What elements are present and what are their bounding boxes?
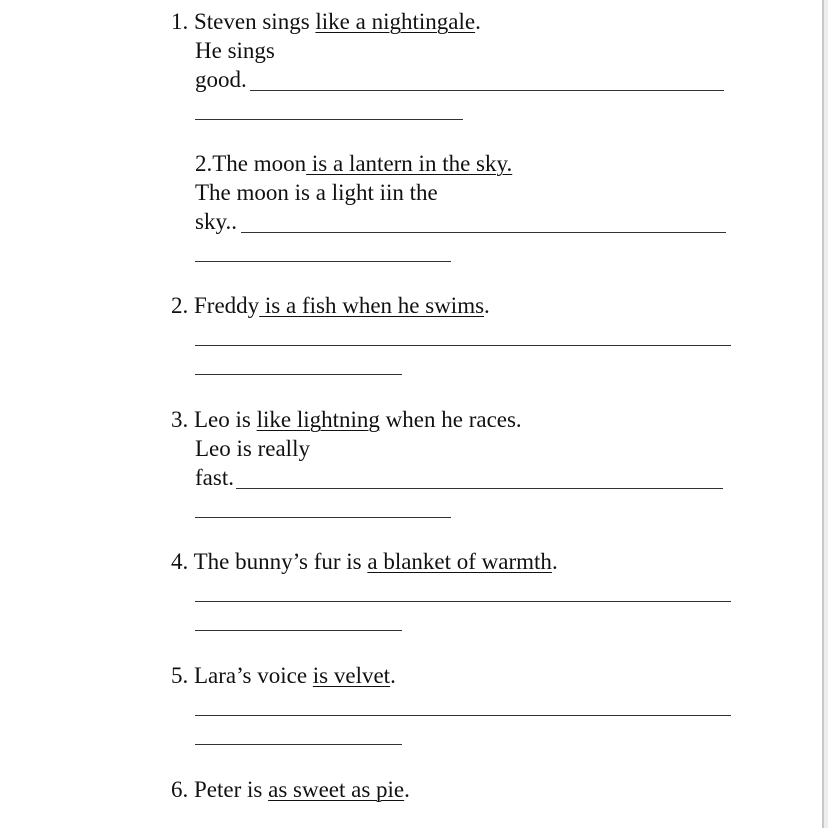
answer-line[interactable] [250,90,724,91]
answer-text-1a[interactable]: He sings [195,38,275,63]
sentence-end: when he races. [379,407,522,432]
answer-text-1b[interactable]: good. [195,67,247,92]
sentence-end: . [475,9,481,34]
answer-line[interactable] [236,488,723,489]
sentence-text: Steven sings [194,9,316,34]
answer-text-2b[interactable]: sky.. [195,209,237,234]
figurative-phrase: like lightning [256,407,380,432]
item-number: 1. [171,9,194,34]
item-number: 2. [195,151,213,176]
figurative-phrase: is velvet [312,663,391,688]
figurative-phrase: like a nightingale [315,9,476,34]
item-number: 4. [171,549,194,574]
figurative-phrase: a blanket of warmth [367,549,552,574]
sentence-text: Lara’s voice [194,663,313,688]
sentence-text: Freddy [194,293,260,318]
answer-line[interactable] [195,601,731,602]
answer-text-4a[interactable]: Leo is really [195,436,310,461]
answer-line[interactable] [195,345,731,346]
sentence-3 [171,292,490,320]
item-number: 5. [171,663,194,688]
answer-line[interactable] [195,119,463,120]
answer-text-4b[interactable]: fast. [195,465,234,490]
figurative-phrase: as sweet as pie [268,777,405,802]
answer-line[interactable] [195,744,402,745]
item-number: 2. [171,293,194,318]
sentence-5 [171,548,558,576]
sentence-6 [171,662,396,690]
item-number: 3. [171,407,194,432]
figurative-phrase: is a fish when he swims [259,293,485,318]
sentence-4 [171,406,522,434]
sentence-1 [171,8,481,36]
sentence-text: Peter is [194,777,269,802]
sentence-end: . [484,293,490,318]
answer-line[interactable] [195,374,402,375]
sentence-text: The bunny’s fur is [193,549,368,574]
answer-text-2a[interactable]: The moon is a light iin the [195,180,438,205]
sentence-2 [195,150,512,178]
answer-line[interactable] [241,232,726,233]
answer-line[interactable] [195,517,451,518]
answer-line[interactable] [195,630,402,631]
sentence-text: Leo is [194,407,257,432]
answer-line[interactable] [195,261,451,262]
answer-line[interactable] [195,715,731,716]
sentence-7 [171,776,410,804]
sentence-end: . [551,549,558,574]
sentence-text: The moon [212,151,307,176]
figurative-phrase: is a lantern in the sky. [306,151,513,176]
sentence-end: . [390,663,396,688]
item-number: 6. [171,777,194,802]
page-margin [824,0,828,828]
sentence-end: . [404,777,410,802]
